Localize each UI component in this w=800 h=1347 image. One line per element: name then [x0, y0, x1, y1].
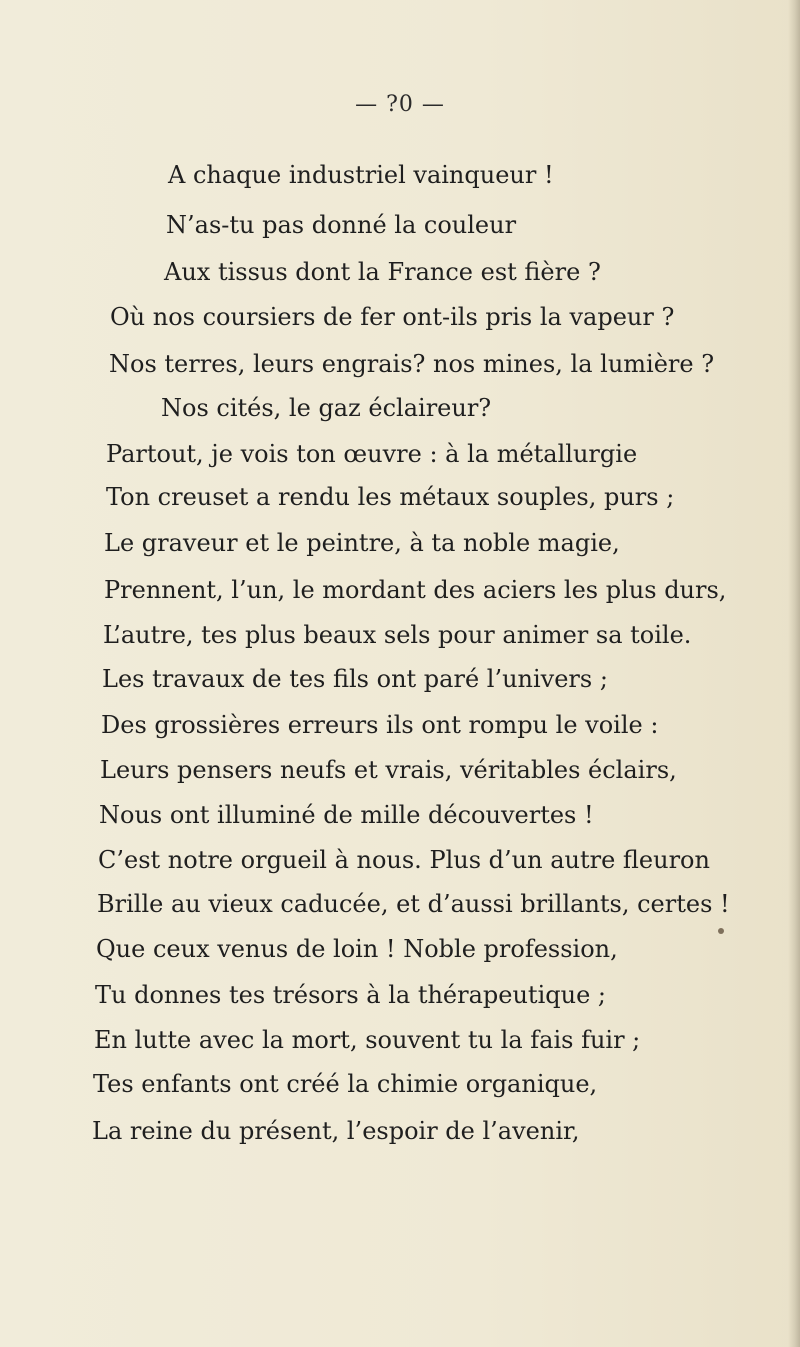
- verse-line-19: Tu donnes tes trésors à la thérapeutique ;: [95, 981, 606, 1009]
- verse-line-13: Des grossières erreurs ils ont rompu le voile :: [101, 711, 659, 739]
- verse-line-22: La reine du présent, l’espoir de l’avenir,: [92, 1117, 580, 1145]
- verse-line-15: Nous ont illuminé de mille découvertes !: [99, 801, 594, 829]
- verse-line-6: Nos cités, le gaz éclaireur?: [161, 394, 492, 422]
- verse-line-10: Prennent, l’un, le mordant des aciers les plus durs,: [104, 576, 727, 604]
- verse-line-7: Partout, je vois ton œuvre : à la métallurgie: [106, 440, 638, 468]
- verse-line-21: Tes enfants ont créé la chimie organique,: [93, 1070, 598, 1098]
- verse-line-12: Les travaux de tes fils ont paré l’univers ;: [102, 665, 608, 693]
- verse-line-2: N’as-tu pas donné la couleur: [166, 211, 517, 239]
- verse-line-9: Le graveur et le peintre, à ta noble magie,: [104, 529, 620, 557]
- verse-line-11: L’autre, tes plus beaux sels pour animer sa toile.: [103, 621, 692, 649]
- verse-line-5: Nos terres, leurs engrais? nos mines, la lumière ?: [109, 350, 715, 378]
- verse-line-16: C’est notre orgueil à nous. Plus d’un autre fleuron: [98, 846, 710, 874]
- page-edge-shadow: [788, 0, 800, 1347]
- verse-line-14: Leurs pensers neufs et vrais, véritables éclairs,: [100, 756, 677, 784]
- ink-spot: [718, 928, 724, 934]
- verse-line-20: En lutte avec la mort, souvent tu la fais fuir ;: [94, 1026, 641, 1054]
- verse-line-3: Aux tissus dont la France est fière ?: [164, 258, 601, 286]
- verse-line-8: Ton creuset a rendu les métaux souples, purs ;: [106, 483, 675, 511]
- verse-line-18: Que ceux venus de loin ! Noble profession,: [96, 935, 618, 963]
- verse-line-4: Où nos coursiers de fer ont-ils pris la vapeur ?: [110, 303, 675, 331]
- page-number: — ?0 —: [355, 92, 445, 117]
- verse-line-1: A chaque industriel vainqueur !: [168, 161, 554, 189]
- verse-line-17: Brille au vieux caducée, et d’aussi brillants, certes !: [97, 890, 730, 918]
